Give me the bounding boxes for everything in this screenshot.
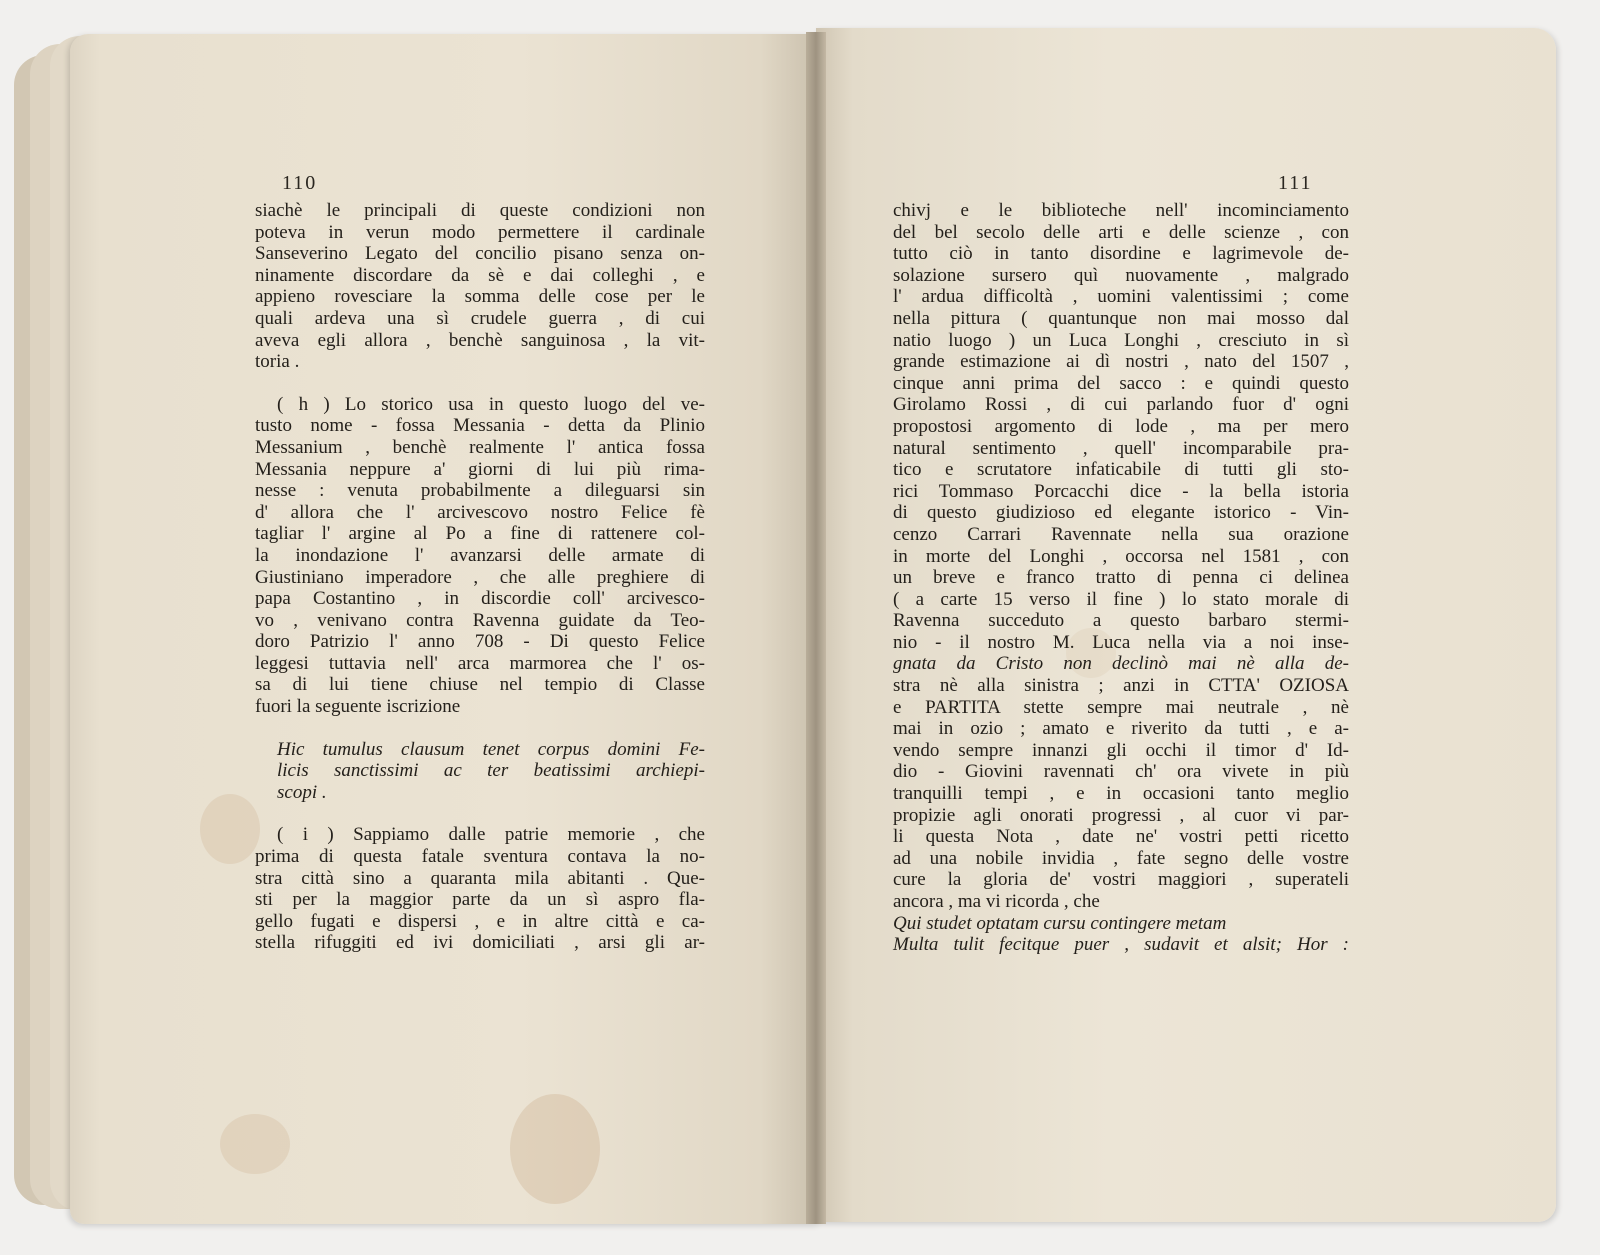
text-line: gello fugati e dispersi , e in altre città e ca- bbox=[255, 910, 705, 932]
text-line: rici Tommaso Porcacchi dice - la bella istoria bbox=[893, 480, 1349, 502]
latin-inscription-line: licis sanctissimi ac ter beatissimi archiepi- bbox=[277, 760, 705, 782]
text-line: aveva egli allora , benchè sanguinosa , la vit- bbox=[255, 329, 705, 351]
text-line: tranquilli tempi , e in occasioni tanto meglio bbox=[893, 783, 1349, 805]
paragraph-gap bbox=[255, 718, 705, 739]
text-line: sa di lui tiene chiuse nel tempio di Classe bbox=[255, 674, 705, 696]
text-line: ( a carte 15 verso il fine ) lo stato morale di bbox=[893, 588, 1349, 610]
text-line: fuori la seguente iscrizione bbox=[255, 696, 461, 718]
text-line: cure la gloria de' vostri maggiori , superateli bbox=[893, 869, 1349, 891]
text-line: tutto ciò in tanto disordine e lagrimevole de- bbox=[893, 243, 1349, 265]
text-line: sti per la maggior parte da un sì aspro fla- bbox=[255, 889, 705, 911]
text-line: un breve e franco tratto di penna ci delinea bbox=[893, 567, 1349, 589]
text-line: stella rifuggiti ed ivi domiciliati , arsi gli ar- bbox=[255, 932, 705, 954]
text-line: doro Patrizio l' anno 708 - Di questo Felice bbox=[255, 631, 705, 653]
italic-quote-line: gnata da Cristo non declinò mai nè alla de- bbox=[893, 653, 1349, 675]
text-line: l' ardua difficoltà , uomini valentissimi ; come bbox=[893, 286, 1349, 308]
text-line: grande estimazione ai dì nostri , nato del 1507 , bbox=[893, 351, 1349, 373]
text-line: Giustiniano imperadore , che alle preghiere di bbox=[255, 566, 705, 588]
horace-quote-line: Multa tulit fecitque puer , sudavit et alsit; Hor : bbox=[893, 934, 1349, 956]
text-line: toria . bbox=[255, 351, 300, 373]
latin-inscription-line: scopi . bbox=[277, 781, 327, 803]
text-line: siachè le principali di queste condizioni non bbox=[255, 200, 705, 221]
text-line: ancora , ma vi ricorda , che bbox=[893, 891, 1100, 912]
note-i-line: ( i ) Sappiamo dalle patrie memorie , che bbox=[277, 824, 705, 846]
text-line: vo , venivano contra Ravenna guidate da Teo- bbox=[255, 609, 705, 631]
text-line: natio luogo ) un Luca Longhi , cresciuto in sì bbox=[893, 329, 1349, 351]
text-line: leggesi tuttavia nell' arca marmorea che l' os- bbox=[255, 652, 705, 674]
text-line: nella pittura ( quantunque non mai mosso dal bbox=[893, 307, 1349, 329]
page-number-right: 111 bbox=[1278, 172, 1313, 194]
text-line: la inondazione l' avanzarsi delle armate di bbox=[255, 544, 705, 566]
text-line: propizie agli onorati progressi , al cuor vi par- bbox=[893, 804, 1349, 826]
text-line: d' allora che l' arcivescovo nostro Felice fè bbox=[255, 501, 705, 523]
note-h-line: ( h ) Lo storico usa in questo luogo del ve- bbox=[277, 393, 705, 415]
text-line: Ravenna succeduto a questo barbaro stermi- bbox=[893, 610, 1349, 632]
text-line: mai in ozio ; amato e riverito da tutti , e a- bbox=[893, 718, 1349, 740]
left-page-text bbox=[255, 200, 705, 954]
foxing-stain bbox=[200, 794, 260, 864]
latin-inscription-line: Hic tumulus clausum tenet corpus domini Fe- bbox=[277, 738, 705, 760]
text-line: cinque anni prima del sacco : e quindi questo bbox=[893, 372, 1349, 394]
foxing-stain bbox=[510, 1094, 600, 1204]
text-line: di questo giudizioso ed elegante istorico - Vin- bbox=[893, 502, 1349, 524]
text-line: appieno rovesciare la somma delle cose per le bbox=[255, 286, 705, 308]
text-line: stra nè alla sinistra ; anzi in CTTA' OZIOSA bbox=[893, 675, 1349, 697]
text-line: nio - il nostro M. Luca nella via a noi inse- bbox=[893, 631, 1349, 653]
text-line: ad una nobile invidia , fate segno delle vostre bbox=[893, 847, 1349, 869]
text-line: stra città sino a quaranta mila abitanti . Que- bbox=[255, 867, 705, 889]
text-line: Messania neppure a' giorni di lui più rima- bbox=[255, 458, 705, 480]
text-line: tico e scrutatore infaticabile di tutti gli sto- bbox=[893, 459, 1349, 481]
text-line: e PARTITA stette sempre mai neutrale , nè bbox=[893, 696, 1349, 718]
text-line: solazione sursero quì nuovamente , malgrado bbox=[893, 264, 1349, 286]
text-line: poteva in verun modo permettere il cardinale bbox=[255, 221, 705, 243]
text-line: propostosi argomento di lode , ma per mero bbox=[893, 415, 1349, 437]
text-line: nesse : venuta probabilmente a dileguarsi sin bbox=[255, 480, 705, 502]
right-page-text bbox=[893, 200, 1349, 956]
text-line: del bel secolo delle arti e delle scienze , con bbox=[893, 221, 1349, 243]
text-line: li questa Nota , date ne' vostri petti ricetto bbox=[893, 826, 1349, 848]
text-line: tagliar l' argine al Po a fine di rattenere col- bbox=[255, 523, 705, 545]
text-line: tusto nome - fossa Messania - detta da Plinio bbox=[255, 415, 705, 437]
text-line: chivj e le biblioteche nell' incominciamento bbox=[893, 200, 1349, 221]
text-line: natural sentimento , quell' incomparabile pra- bbox=[893, 437, 1349, 459]
book-gutter bbox=[806, 32, 826, 1224]
foxing-stain bbox=[220, 1114, 290, 1174]
text-line: Messanium , benchè realmente l' antica fossa bbox=[255, 436, 705, 458]
text-line: Girolamo Rossi , di cui parlando fuor d' ogni bbox=[893, 394, 1349, 416]
text-line: vendo sempre innanzi gli occhi il timor d' Id- bbox=[893, 739, 1349, 761]
text-line: quali ardeva una sì crudele guerra , di cui bbox=[255, 307, 705, 329]
paragraph-gap bbox=[255, 373, 705, 394]
text-line: Sanseverino Legato del concilio pisano senza on- bbox=[255, 243, 705, 265]
text-line: cenzo Carrari Ravennate nella sua orazione bbox=[893, 523, 1349, 545]
text-line: in morte del Longhi , occorsa nel 1581 , con bbox=[893, 545, 1349, 567]
text-line: papa Costantino , in discordie coll' arcivesco- bbox=[255, 588, 705, 610]
paragraph-gap bbox=[255, 803, 705, 824]
text-line: ninamente discordare da sè e dai colleghi , e bbox=[255, 264, 705, 286]
text-line: dio - Giovini ravennati ch' ora vivete in più bbox=[893, 761, 1349, 783]
page-number-left: 110 bbox=[282, 172, 318, 194]
horace-quote-line: Qui studet optatam cursu contingere metam bbox=[893, 912, 1227, 934]
text-line: prima di questa fatale sventura contava la no- bbox=[255, 846, 705, 868]
